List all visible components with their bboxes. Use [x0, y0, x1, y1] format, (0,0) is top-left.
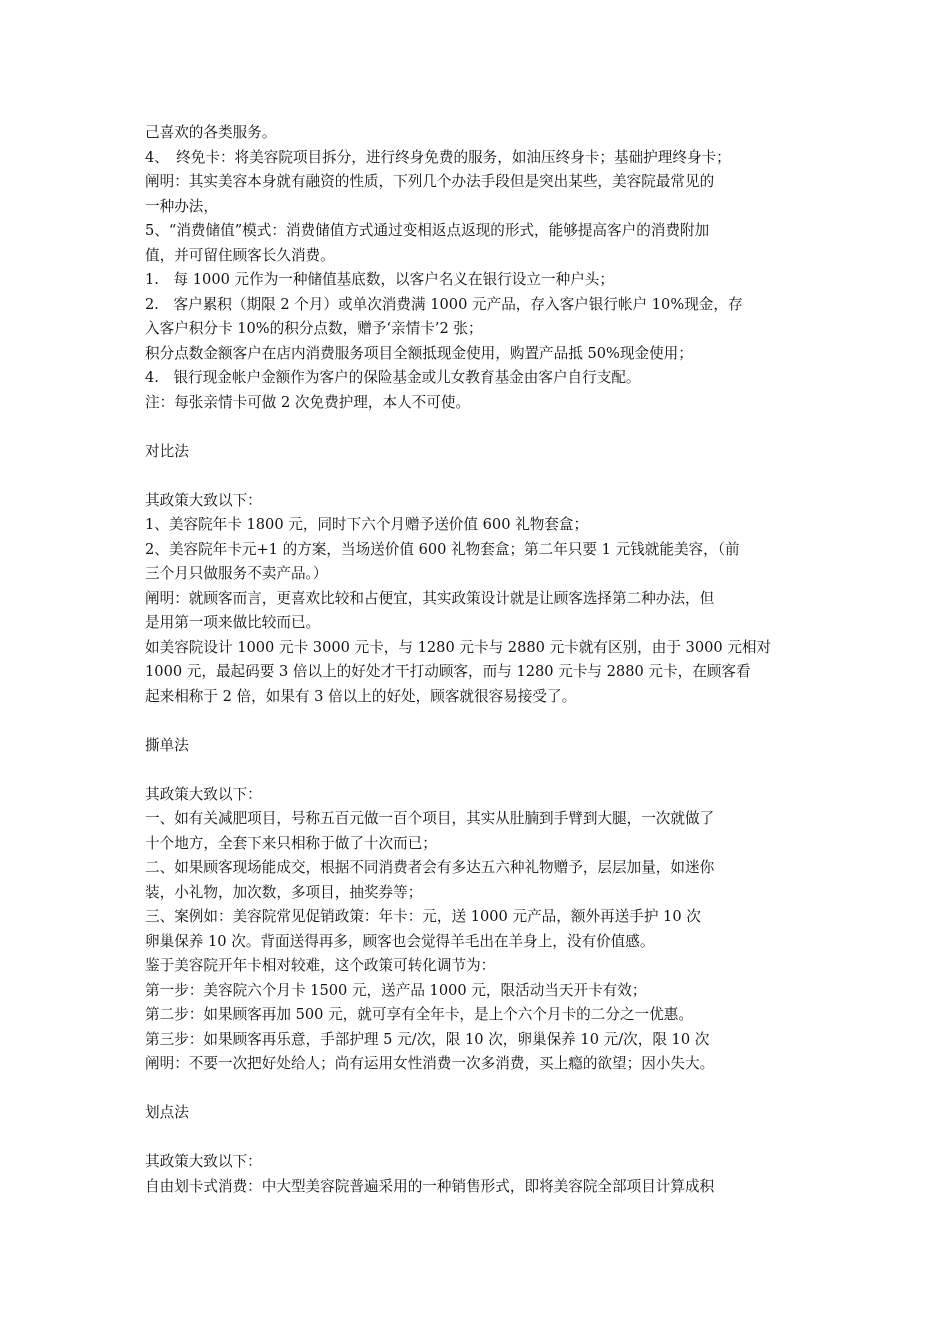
- text-line: 二、如果顾客现场能成交，根据不同消费者会有多达五六种礼物赠予，层层加量，如迷你: [145, 859, 715, 876]
- text-line: 第三步：如果顾客再乐意，手部护理 5 元/次，限 10 次，卵巢保养 10 元/次，限 10 次: [145, 1030, 710, 1048]
- text-line: 5、“消费储值”模式：消费储值方式通过变相返点返现的形式，能够提高客户的消费附加: [145, 222, 710, 239]
- text-line: 鉴于美容院开年卡相对较难，这个政策可转化调节为：: [145, 957, 496, 974]
- text-line: 2. 客户累积（期限 2 个月）或单次消费满 1000 元产品，存入客户银行帐户 10%现金，存: [145, 295, 743, 313]
- text-line: 4. 银行现金帐户金额作为客户的保险基金或儿女教育基金由客户自行支配。: [145, 369, 641, 386]
- text-line: 一、如有关减肥项目，号称五百元做一百个项目，其实从肚腩到手臂到大腿，一次就做了: [145, 810, 715, 827]
- text-line: 其政策大致以下：: [145, 785, 262, 803]
- blank-line: [145, 464, 810, 489]
- text-line: 值，并可留住顾客长久消费。: [145, 246, 335, 264]
- text-line: 注：每张亲情卡可做 2 次免费护理，本人不可使。: [145, 393, 471, 411]
- text-line: 一种办法，: [145, 197, 218, 215]
- text-line: 积分点数金额客户在店内消费服务项目全额抵现金使用，购置产品抵 50%现金使用；: [145, 344, 693, 362]
- text-line: 1. 每 1000 元作为一种储值基底数，以客户名义在银行设立一种户头；: [145, 271, 614, 288]
- text-line: 起来相称于 2 倍，如果有 3 倍以上的好处，顾客就很容易接受了。: [145, 687, 577, 705]
- text-line: 阐明：就顾客而言，更喜欢比较和占便宜，其实政策设计就是让顾客选择第二种办法，但: [145, 589, 715, 607]
- text-line: 4、 终免卡：将美容院项目拆分，进行终身免费的服务，如油压终身卡；基础护理终身卡；: [145, 148, 731, 166]
- blank-line: [145, 1077, 810, 1102]
- text-line: 第二步：如果顾客再加 500 元，就可享有全年卡，是上个六个月卡的二分之一优惠。: [145, 1006, 693, 1023]
- text-line: 阐明：不要一次把好处给人；尚有运用女性消费一次多消费，买上瘾的欲望；因小失大。: [145, 1055, 715, 1072]
- text-line: 划点法: [145, 1104, 189, 1121]
- text-line: 是用第一项来做比较而已。: [145, 614, 321, 631]
- text-line: 阐明：其实美容本身就有融资的性质，下列几个办法手段但是突出某些，美容院最常见的: [145, 173, 715, 190]
- text-line: 撕单法: [145, 736, 189, 754]
- text-line: 其政策大致以下：: [145, 491, 262, 509]
- text-line: 第一步：美容院六个月卡 1500 元，送产品 1000 元，限活动当天开卡有效；: [145, 981, 647, 999]
- text-line: 入客户积分卡 10%的积分点数，赠予‘亲情卡’2 张；: [145, 320, 483, 337]
- text-line: 对比法: [145, 442, 189, 460]
- text-line: 三个月只做服务不卖产品。）: [145, 565, 328, 582]
- text-line: 其政策大致以下：: [145, 1153, 262, 1170]
- blank-line: [145, 415, 810, 440]
- text-line: 如美容院设计 1000 元卡 3000 元卡，与 1280 元卡与 2880 元卡就有区别，由于 3000 元相对: [145, 638, 772, 656]
- blank-line: [145, 709, 810, 734]
- blank-line: [145, 1126, 810, 1151]
- text-line: 1、美容院年卡 1800 元，同时下六个月赠予送价值 600 礼物套盒；: [145, 516, 589, 533]
- text-line: 2、美容院年卡元+1 的方案，当场送价值 600 礼物套盒；第二年只要 1 元钱就能美容，（前: [145, 540, 740, 558]
- text-line: 自由划卡式消费：中大型美容院普遍采用的一种销售形式，即将美容院全部项目计算成积: [145, 1177, 715, 1195]
- text-line: 卵巢保养 10 次。背面送得再多，顾客也会觉得羊毛出在羊身上，没有价值感。: [145, 932, 655, 950]
- text-line: 1000 元，最起码要 3 倍以上的好处才干打动顾客，而与 1280 元卡与 2880 元卡，在顾客看: [145, 663, 751, 680]
- text-line: 装，小礼物，加次数，多项目，抽奖券等；: [145, 883, 423, 901]
- text-line: 十个地方，全套下来只相称于做了十次而已；: [145, 834, 437, 852]
- document-body: [145, 121, 810, 1199]
- blank-line: [145, 758, 810, 783]
- text-line: 己喜欢的各类服务。: [145, 124, 277, 141]
- text-line: 三、案例如：美容院常见促销政策：年卡：元，送 1000 元产品，额外再送手护 10 次: [145, 908, 701, 925]
